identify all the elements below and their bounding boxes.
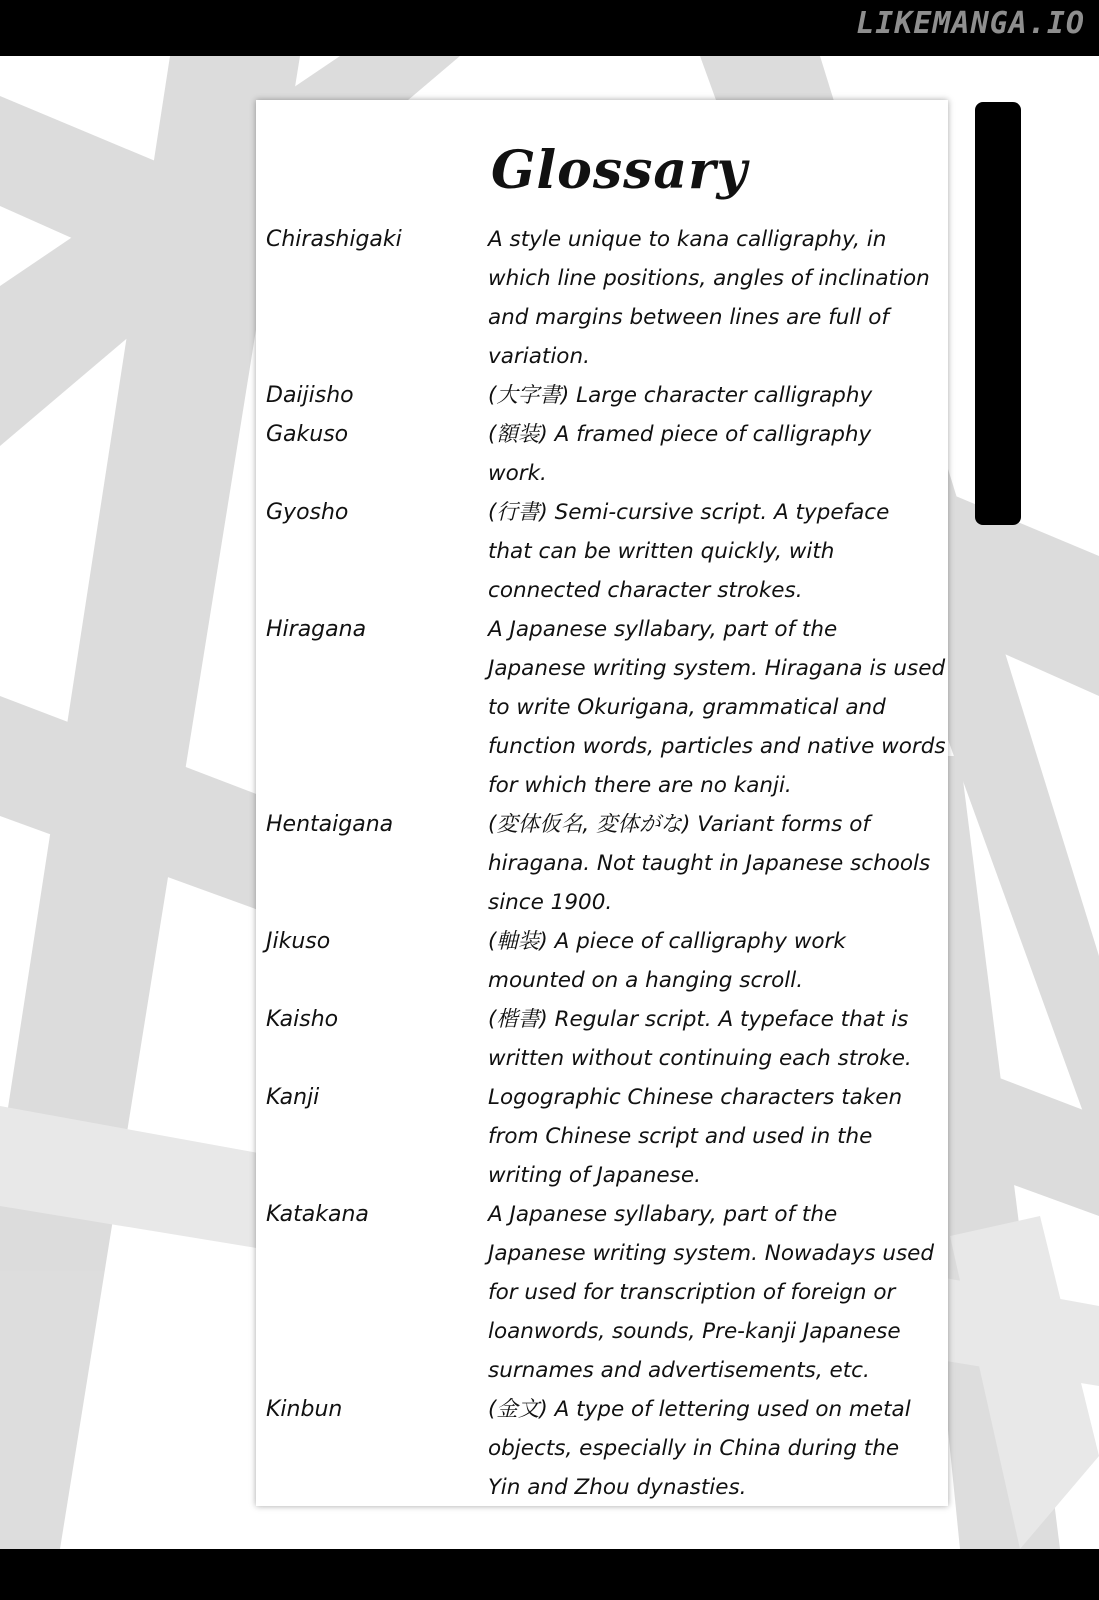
definition-line: surnames and advertisements, etc.: [488, 1358, 870, 1383]
glossary-term: Kinbun: [266, 1397, 343, 1422]
glossary-term: Hiragana: [266, 617, 367, 642]
glossary-entry: [266, 220, 946, 376]
glossary-entry: [266, 805, 946, 922]
glossary-definition: [488, 1078, 946, 1195]
definition-line: A Japanese syllabary, part of the: [488, 1202, 838, 1227]
glossary-definition: [488, 1000, 946, 1078]
glossary-definition: [488, 220, 946, 376]
glossary-term: Gyosho: [266, 500, 349, 525]
definition-line: function words, particles and native words: [488, 734, 946, 759]
definition-line: (行書) Semi-cursive script. A typeface: [488, 500, 890, 525]
glossary-entry: [266, 415, 946, 493]
definition-line: A style unique to kana calligraphy, in: [488, 227, 887, 252]
definition-line: hiragana. Not taught in Japanese schools: [488, 851, 931, 876]
definition-line: writing of Japanese.: [488, 1163, 701, 1188]
glossary-title: Glossary: [491, 140, 748, 201]
glossary-entry: [266, 376, 946, 415]
definition-line: A Japanese syllabary, part of the: [488, 617, 838, 642]
glossary-definition: [488, 610, 946, 805]
definition-line: mounted on a hanging scroll.: [488, 968, 804, 993]
definition-line: connected character strokes.: [488, 578, 803, 603]
definition-line: objects, especially in China during the: [488, 1436, 900, 1461]
definition-line: since 1900.: [488, 890, 613, 915]
glossary-definition: [488, 805, 946, 922]
definition-line: (大字書) Large character calligraphy: [488, 383, 873, 408]
definition-line: (楷書) Regular script. A typeface that is: [488, 1007, 909, 1032]
definition-line: for which there are no kanji.: [488, 773, 792, 798]
glossary-term: Katakana: [266, 1202, 369, 1227]
glossary-definition: [488, 376, 946, 415]
glossary-term: Kanji: [266, 1085, 320, 1110]
bottom-bar: [0, 1549, 1099, 1600]
glossary-panel: [256, 100, 948, 1506]
glossary-entry: [266, 610, 946, 805]
definition-line: (金文) A type of lettering used on metal: [488, 1397, 911, 1422]
glossary-entry: [266, 1078, 946, 1195]
definition-line: from Chinese script and used in the: [488, 1124, 873, 1149]
definition-line: which line positions, angles of inclination: [488, 266, 930, 291]
definition-line: for used for transcription of foreign or: [488, 1280, 896, 1305]
glossary-entry: [266, 1000, 946, 1078]
glossary-term: Hentaigana: [266, 812, 394, 837]
definition-line: (軸装) A piece of calligraphy work: [488, 929, 846, 954]
definition-line: (額装) A framed piece of calligraphy: [488, 422, 872, 447]
glossary-term: Gakuso: [266, 422, 349, 447]
glossary-term: Jikuso: [266, 929, 331, 954]
glossary-entry: [266, 493, 946, 610]
definition-line: and margins between lines are full of: [488, 305, 889, 330]
glossary-definition: [488, 1195, 946, 1390]
glossary-definition: [488, 922, 946, 1000]
definition-line: that can be written quickly, with: [488, 539, 835, 564]
definition-line: written without continuing each stroke.: [488, 1046, 912, 1071]
glossary-definition: [488, 1390, 946, 1507]
glossary-entry: [266, 1195, 946, 1390]
glossary-definition: [488, 415, 946, 493]
glossary-term: Daijisho: [266, 383, 354, 408]
definition-line: Yin and Zhou dynasties.: [488, 1475, 747, 1500]
definition-line: loanwords, sounds, Pre-kanji Japanese: [488, 1319, 901, 1344]
glossary-term: Kaisho: [266, 1007, 339, 1032]
site-watermark: LIKEMANGA.IO: [856, 6, 1085, 41]
glossary-entry: [266, 1390, 946, 1507]
top-bar: [0, 0, 1099, 56]
glossary-definition: [488, 493, 946, 610]
definition-line: variation.: [488, 344, 590, 369]
definition-line: Japanese writing system. Hiragana is used: [488, 656, 946, 681]
side-tab: [975, 102, 1021, 525]
glossary-term: Chirashigaki: [266, 227, 402, 252]
definition-line: Japanese writing system. Nowadays used: [488, 1241, 935, 1266]
glossary-list: [266, 220, 946, 1507]
definition-line: (変体仮名, 変体がな) Variant forms of: [488, 812, 870, 837]
glossary-entry: [266, 922, 946, 1000]
definition-line: to write Okurigana, grammatical and: [488, 695, 886, 720]
definition-line: work.: [488, 461, 547, 486]
definition-line: Logographic Chinese characters taken: [488, 1085, 903, 1110]
